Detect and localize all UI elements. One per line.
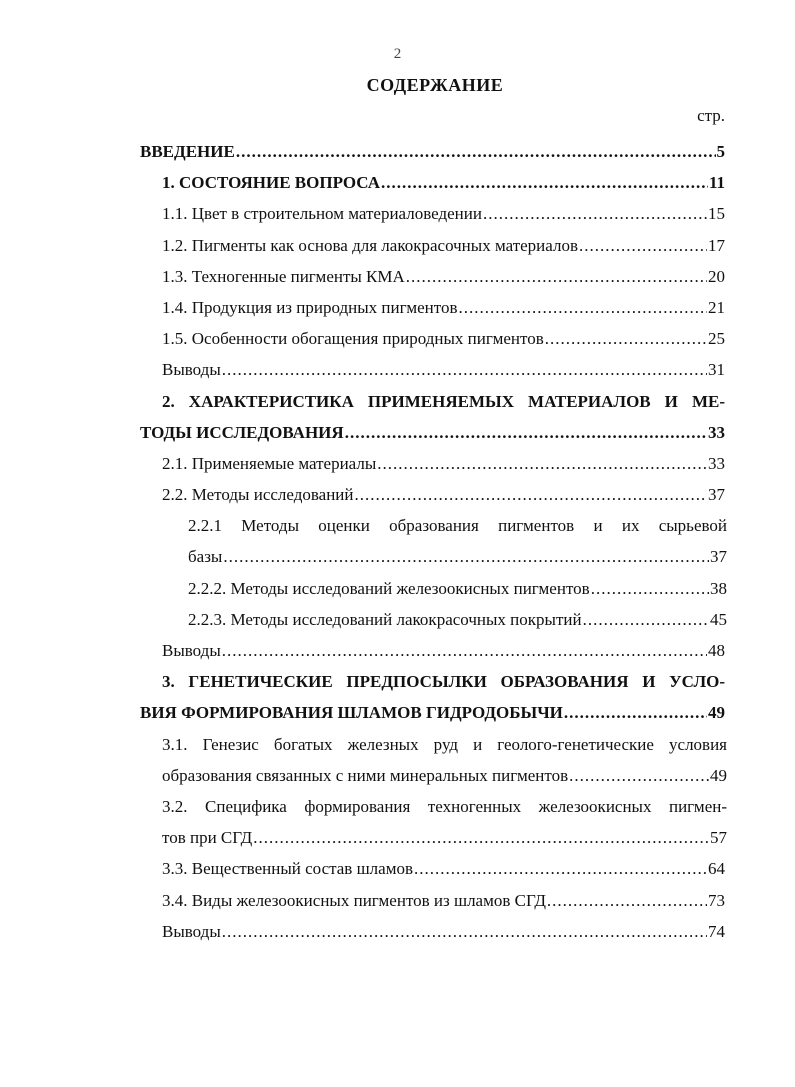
dot-leader <box>253 822 709 853</box>
toc-entry-title: ВВЕДЕНИЕ <box>140 142 235 161</box>
toc-entry-line <box>162 791 727 822</box>
dot-leader <box>591 573 709 604</box>
toc-entry <box>0 230 795 261</box>
toc-entry-title: ВИЯ ФОРМИРОВАНИЯ ШЛАМОВ ГИДРОДОБЫЧИ <box>140 703 563 723</box>
toc-entry-line <box>162 354 725 385</box>
toc-entry-page: 21 <box>708 297 725 317</box>
toc-entry-title: 2.2.2. Методы исследований железоокисных пигментов <box>188 578 590 598</box>
dot-leader <box>547 885 707 916</box>
dot-leader <box>236 136 716 167</box>
toc-entry-page: 5 <box>716 142 725 161</box>
toc-entry-page: 64 <box>708 859 725 879</box>
toc-entry-page: 20 <box>708 266 725 286</box>
toc-entry <box>0 136 795 167</box>
dot-leader <box>406 261 707 292</box>
toc-entry-page: 37 <box>710 547 727 567</box>
toc-entry-line <box>162 261 725 292</box>
toc-entry-title: 2.2. Методы исследований <box>162 485 354 505</box>
toc-entry-title: 3.3. Вещественный состав шламов <box>162 859 413 879</box>
toc-entry-page: 74 <box>708 921 725 941</box>
dot-leader <box>579 230 707 261</box>
dot-leader <box>381 167 708 198</box>
toc-entry-title: 1.2. Пигменты как основа для лакокрасочных материалов <box>162 235 578 255</box>
dot-leader <box>545 323 707 354</box>
toc-entry <box>0 354 795 385</box>
toc-entry-line <box>188 510 727 541</box>
dot-leader <box>345 417 707 448</box>
dot-leader <box>222 916 707 947</box>
toc-entry-page: 73 <box>708 890 725 910</box>
toc-entry-line <box>188 573 727 604</box>
toc-entry-page: 15 <box>708 204 725 224</box>
toc-entry-line <box>162 479 725 510</box>
toc-entry <box>0 323 795 354</box>
toc-entry <box>0 448 795 479</box>
toc-entry-line <box>140 136 725 167</box>
toc-entry <box>0 666 795 728</box>
dot-leader <box>355 479 707 510</box>
toc-entry <box>0 635 795 666</box>
toc-entry-title: 3.4. Виды железоокисных пигментов из шламов СГД <box>162 890 546 910</box>
toc-entry-line <box>162 666 725 697</box>
toc-entry-title: 1. СОСТОЯНИЕ ВОПРОСА <box>162 173 380 193</box>
toc-entry <box>0 604 795 635</box>
toc-entry <box>0 791 795 853</box>
toc-entry-line <box>162 386 725 417</box>
toc-entry-title: 1.5. Особенности обогащения природных пигментов <box>162 329 544 349</box>
toc-entry-title: Выводы <box>162 641 221 660</box>
page-column-label: стр. <box>697 106 725 125</box>
toc-entry-title: 2.2.3. Методы исследований лакокрасочных покрытий <box>188 609 582 629</box>
toc-entry-page: 49 <box>710 765 727 785</box>
toc-entry-line <box>162 760 727 791</box>
page-number: 2 <box>393 46 402 62</box>
toc-entry <box>0 167 795 198</box>
toc-entry-page: 33 <box>708 422 725 442</box>
toc-entry-title: 3.2. Специфика формирования техногенных железоокисных пигмен- <box>162 796 727 816</box>
toc-entry-line <box>162 853 725 884</box>
toc-entry-line <box>140 697 725 728</box>
dot-leader <box>458 292 707 323</box>
table-of-contents <box>0 136 795 947</box>
toc-entry-line <box>162 448 725 479</box>
toc-entry-page: 45 <box>710 609 727 629</box>
dot-leader <box>569 760 709 791</box>
dot-leader <box>223 541 709 572</box>
dot-leader <box>564 697 707 728</box>
toc-entry-page: 11 <box>708 173 725 193</box>
toc-entry <box>0 479 795 510</box>
dot-leader <box>222 635 707 666</box>
dot-leader <box>483 198 707 229</box>
toc-entry <box>0 916 795 947</box>
toc-entry <box>0 853 795 884</box>
toc-entry-title: 2.2.1 Методы оценки образования пигментов и их сырьевой <box>188 516 727 536</box>
toc-entry-line <box>140 417 725 448</box>
toc-entry-title: 3. ГЕНЕТИЧЕСКИЕ ПРЕДПОСЫЛКИ ОБРАЗОВАНИЯ И УСЛО- <box>162 672 725 692</box>
toc-entry-line <box>162 916 725 947</box>
toc-entry-page: 25 <box>708 329 725 349</box>
toc-entry-line <box>162 822 727 853</box>
toc-entry <box>0 386 795 448</box>
toc-entry <box>0 573 795 604</box>
toc-entry-page: 17 <box>708 235 725 255</box>
toc-entry-title: тов при СГД <box>162 828 253 848</box>
toc-entry-line <box>162 198 725 229</box>
toc-entry-line <box>162 885 725 916</box>
toc-entry-page: 57 <box>710 828 727 848</box>
toc-entry-line <box>188 541 727 572</box>
toc-entry-line <box>162 323 725 354</box>
toc-entry <box>0 510 795 572</box>
toc-entry-title: ТОДЫ ИССЛЕДОВАНИЯ <box>140 422 344 442</box>
toc-entry-page: 33 <box>708 453 725 473</box>
toc-entry <box>0 292 795 323</box>
page-title: СОДЕРЖАНИЕ <box>366 75 504 95</box>
toc-entry-line <box>162 230 725 261</box>
toc-entry-title: 2. ХАРАКТЕРИСТИКА ПРИМЕНЯЕМЫХ МАТЕРИАЛОВ И МЕ- <box>162 391 725 411</box>
toc-entry-page: 38 <box>710 578 727 598</box>
toc-entry-page: 37 <box>708 485 725 505</box>
toc-entry-title: 2.1. Применяемые материалы <box>162 453 377 473</box>
toc-entry-title: Выводы <box>162 360 221 380</box>
toc-entry-page: 48 <box>708 641 725 660</box>
dot-leader <box>583 604 709 635</box>
toc-entry-title: 1.3. Техногенные пигменты КМА <box>162 266 405 286</box>
dot-leader <box>222 354 707 385</box>
toc-entry-line <box>162 167 725 198</box>
toc-entry <box>0 198 795 229</box>
toc-entry <box>0 261 795 292</box>
toc-entry <box>0 729 795 791</box>
dot-leader <box>414 853 707 884</box>
toc-entry-title: образования связанных с ними минеральных пигментов <box>162 765 569 785</box>
toc-entry-line <box>162 292 725 323</box>
toc-entry-line <box>162 635 725 666</box>
toc-entry-page: 49 <box>708 703 725 723</box>
toc-entry-title: 1.1. Цвет в строительном материаловедении <box>162 204 482 224</box>
toc-entry-title: 1.4. Продукция из природных пигментов <box>162 297 458 317</box>
toc-entry-line <box>188 604 727 635</box>
toc-entry-line <box>162 729 727 760</box>
toc-entry-title: 3.1. Генезис богатых железных руд и геолого-генетические условия <box>162 734 727 754</box>
toc-entry <box>0 885 795 916</box>
toc-entry-title: базы <box>188 547 223 567</box>
toc-entry-page: 31 <box>708 360 725 380</box>
dot-leader <box>377 448 707 479</box>
toc-entry-title: Выводы <box>162 921 221 941</box>
